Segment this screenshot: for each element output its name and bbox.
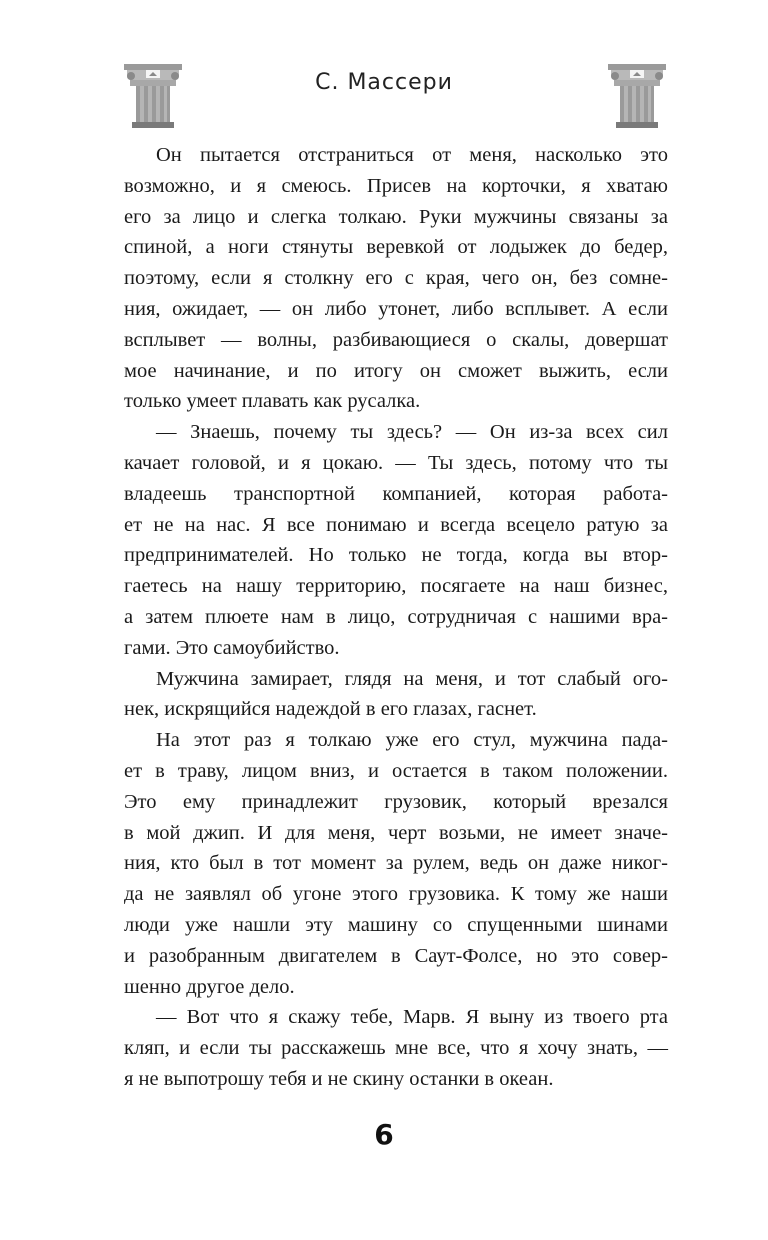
text-line: ния, кто был в тот момент за рулем, ведь он даже никог- <box>124 852 668 875</box>
text-line: качает головой, и я цокаю. — Ты здесь, потому что ты <box>124 451 668 474</box>
text-line: предпринимателей. Но только не тогда, когда вы втор- <box>124 544 668 567</box>
text-line: Мужчина замирает, глядя на меня, и тот слабый ого- <box>156 667 668 690</box>
text-line: в мой джип. И для меня, черт возьми, не имеет значе- <box>124 821 668 844</box>
text-line: шенно другое дело. <box>124 975 295 998</box>
text-line: и разобранным двигателем в Саут-Фолсе, но это совер- <box>124 944 668 967</box>
ionic-column-ornament-right <box>608 62 666 128</box>
text-line: ет в траву, лицом вниз, и остается в таком положении. <box>124 759 668 782</box>
text-line: люди уже нашли эту машину со спущенными шинами <box>124 913 668 936</box>
text-line: спиной, а ноги стянуты веревкой от лодыжек до бедер, <box>124 236 668 259</box>
text-line: — Знаешь, почему ты здесь? — Он из-за всех сил <box>156 421 668 444</box>
text-line: нек, искрящийся надеждой в его глазах, гаснет. <box>124 698 537 721</box>
text-line: я не выпотрошу тебя и не скину останки в океан. <box>124 1067 554 1090</box>
text-line: гами. Это самоубийство. <box>124 636 340 659</box>
text-line: Он пытается отстраниться от меня, насколько это <box>156 144 668 166</box>
page-number: 6 <box>374 1118 394 1151</box>
body-text <box>124 140 668 1095</box>
text-line: только умеет плавать как русалка. <box>124 390 421 413</box>
text-line: ет не на нас. Я все понимаю и всегда всецело ратую за <box>124 513 668 536</box>
text-line: мое начинание, и по итогу он сможет выжить, если <box>124 359 668 382</box>
text-line: гаетесь на нашу территорию, посягаете на наш бизнес, <box>124 575 668 598</box>
text-line: На этот раз я толкаю уже его стул, мужчина пада- <box>156 729 668 752</box>
text-line: да не заявлял об угоне этого грузовика. К тому же наши <box>124 883 668 906</box>
text-line: поэтому, если я столкну его с края, чего он, без сомне- <box>124 267 668 290</box>
text-line: возможно, и я смеюсь. Присев на корточки, я хватаю <box>124 174 668 197</box>
text-line: Это ему принадлежит грузовик, который врезался <box>124 790 668 813</box>
text-line: а затем плюете нам в лицо, сотрудничая с нашими вра- <box>124 605 668 628</box>
text-line: кляп, и если ты расскажешь мне все, что я хочу знать, — <box>124 1037 668 1060</box>
text-line: его за лицо и слегка толкаю. Руки мужчины связаны за <box>124 205 668 228</box>
text-line: владеешь транспортной компанией, которая работа- <box>124 482 668 505</box>
text-line: — Вот что я скажу тебе, Марв. Я выну из твоего рта <box>156 1006 668 1029</box>
text-line: всплывет — волны, разбивающиеся о скалы, довершат <box>124 328 668 351</box>
text-line: ния, ожидает, — он либо утонет, либо всплывет. А если <box>124 297 668 320</box>
running-head-title: С. Массери <box>315 70 453 95</box>
page-header <box>0 0 768 140</box>
